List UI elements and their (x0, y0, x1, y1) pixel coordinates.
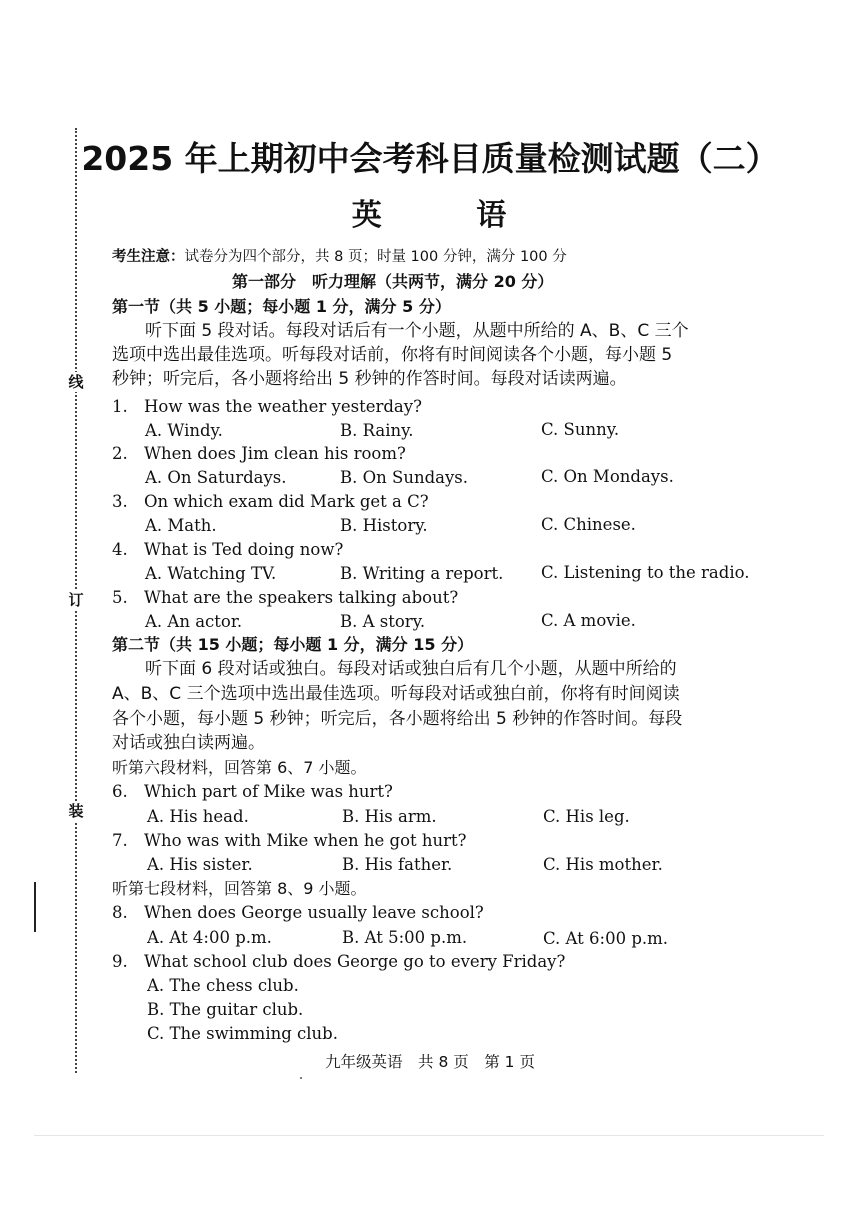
question-1 (112, 396, 422, 418)
option-a: A. Windy. (145, 421, 223, 440)
question-text: What school club does George go to every Friday? (144, 952, 566, 971)
section1-instruction-line: 秒钟；听完后，各小题将给出 5 秒钟的作答时间。每段对话读两遍。 (112, 369, 627, 389)
question-number: 4. (112, 540, 128, 559)
option-c: C. At 6:00 p.m. (543, 929, 669, 948)
option-b: B. His father. (342, 855, 453, 874)
binding-char-xian: 线 (66, 372, 86, 392)
question-2 (112, 443, 406, 465)
option-c: C. On Mondays. (541, 467, 674, 486)
question-number: 5. (112, 588, 128, 607)
question-3 (112, 491, 429, 513)
material-6-heading: 听第六段材料，回答第 6、7 小题。 (112, 758, 367, 777)
question-text: Who was with Mike when he got hurt? (144, 831, 467, 850)
question-7 (112, 830, 467, 852)
question-8 (112, 902, 484, 924)
question-text: What is Ted doing now? (144, 540, 344, 559)
section2-instruction-line: 听下面 6 段对话或独白。每段对话或独白后有几个小题，从题中所给的 (145, 659, 677, 679)
question-text: On which exam did Mark get a C? (144, 492, 429, 511)
option-c: C. Listening to the radio. (541, 563, 750, 582)
page-footer: 九年级英语 共 8 页 第 1 页 (325, 1053, 535, 1071)
part1-title: 第一部分 听力理解（共两节，满分 20 分） (232, 272, 554, 291)
scan-mark (34, 882, 36, 932)
option-c: C. His mother. (543, 855, 663, 874)
binding-char-zhuang: 装 (66, 801, 86, 821)
option-a: A. The chess club. (147, 976, 299, 995)
option-a: A. Math. (145, 516, 217, 535)
question-6 (112, 781, 393, 803)
option-c: C. The swimming club. (147, 1024, 338, 1043)
exam-notice (112, 246, 567, 268)
question-number: 6. (112, 782, 128, 801)
option-b: B. History. (340, 516, 428, 535)
material-7-heading: 听第七段材料，回答第 8、9 小题。 (112, 879, 367, 898)
question-text: When does George usually leave school? (144, 903, 484, 922)
option-b: B. A story. (340, 612, 426, 631)
scan-dot (300, 1077, 302, 1079)
subject-title: 英 语 (351, 198, 549, 233)
section2-instruction-line: A、B、C 三个选项中选出最佳选项。听每段对话或独白前，你将有时间阅读 (112, 684, 680, 704)
binding-char-ding: 订 (66, 590, 86, 610)
section2-instruction-line: 各个小题，每小题 5 秒钟；听完后，各小题将给出 5 秒钟的作答时间。每段 (112, 709, 683, 729)
section1-instruction-line: 选项中选出最佳选项。听每段对话前，你将有时间阅读各个小题，每小题 5 (112, 345, 673, 365)
page-bottom-edge (34, 1135, 824, 1136)
option-a: A. Watching TV. (145, 564, 277, 583)
question-text: How was the weather yesterday? (144, 397, 422, 416)
question-number: 8. (112, 903, 128, 922)
section2-instruction-line: 对话或独白读两遍。 (112, 733, 265, 753)
notice-text: 试卷分为四个部分，共 8 页；时量 100 分钟，满分 100 分 (184, 249, 567, 265)
option-a: A. His head. (147, 807, 249, 826)
option-a: A. An actor. (145, 612, 243, 631)
option-b: B. At 5:00 p.m. (342, 928, 468, 947)
option-b: B. Writing a report. (340, 564, 504, 583)
section1-title: 第一节（共 5 小题；每小题 1 分，满分 5 分） (112, 297, 451, 316)
question-number: 3. (112, 492, 128, 511)
option-c: C. Chinese. (541, 515, 636, 534)
option-a: A. On Saturdays. (145, 468, 287, 487)
option-b: B. On Sundays. (340, 468, 469, 487)
notice-label: 考生注意： (112, 249, 185, 265)
question-text: When does Jim clean his room? (144, 444, 406, 463)
question-number: 7. (112, 831, 128, 850)
question-text: Which part of Mike was hurt? (144, 782, 393, 801)
option-c: C. Sunny. (541, 420, 620, 439)
option-a: A. At 4:00 p.m. (147, 928, 272, 947)
section1-instruction-line: 听下面 5 段对话。每段对话后有一个小题，从题中所给的 A、B、C 三个 (145, 321, 689, 341)
section2-title: 第二节（共 15 小题；每小题 1 分，满分 15 分） (112, 635, 474, 654)
option-b: B. Rainy. (340, 421, 414, 440)
question-text: What are the speakers talking about? (144, 588, 459, 607)
question-number: 2. (112, 444, 128, 463)
option-c: C. A movie. (541, 611, 636, 630)
option-a: A. His sister. (147, 855, 253, 874)
option-c: C. His leg. (543, 807, 630, 826)
question-4 (112, 539, 343, 561)
option-b: B. The guitar club. (147, 1000, 304, 1019)
option-b: B. His arm. (342, 807, 437, 826)
exam-title: 2025 年上期初中会考科目质量检测试题（二） (81, 139, 779, 178)
question-9 (112, 951, 565, 973)
question-5 (112, 587, 458, 609)
question-number: 1. (112, 397, 128, 416)
question-number: 9. (112, 952, 128, 971)
